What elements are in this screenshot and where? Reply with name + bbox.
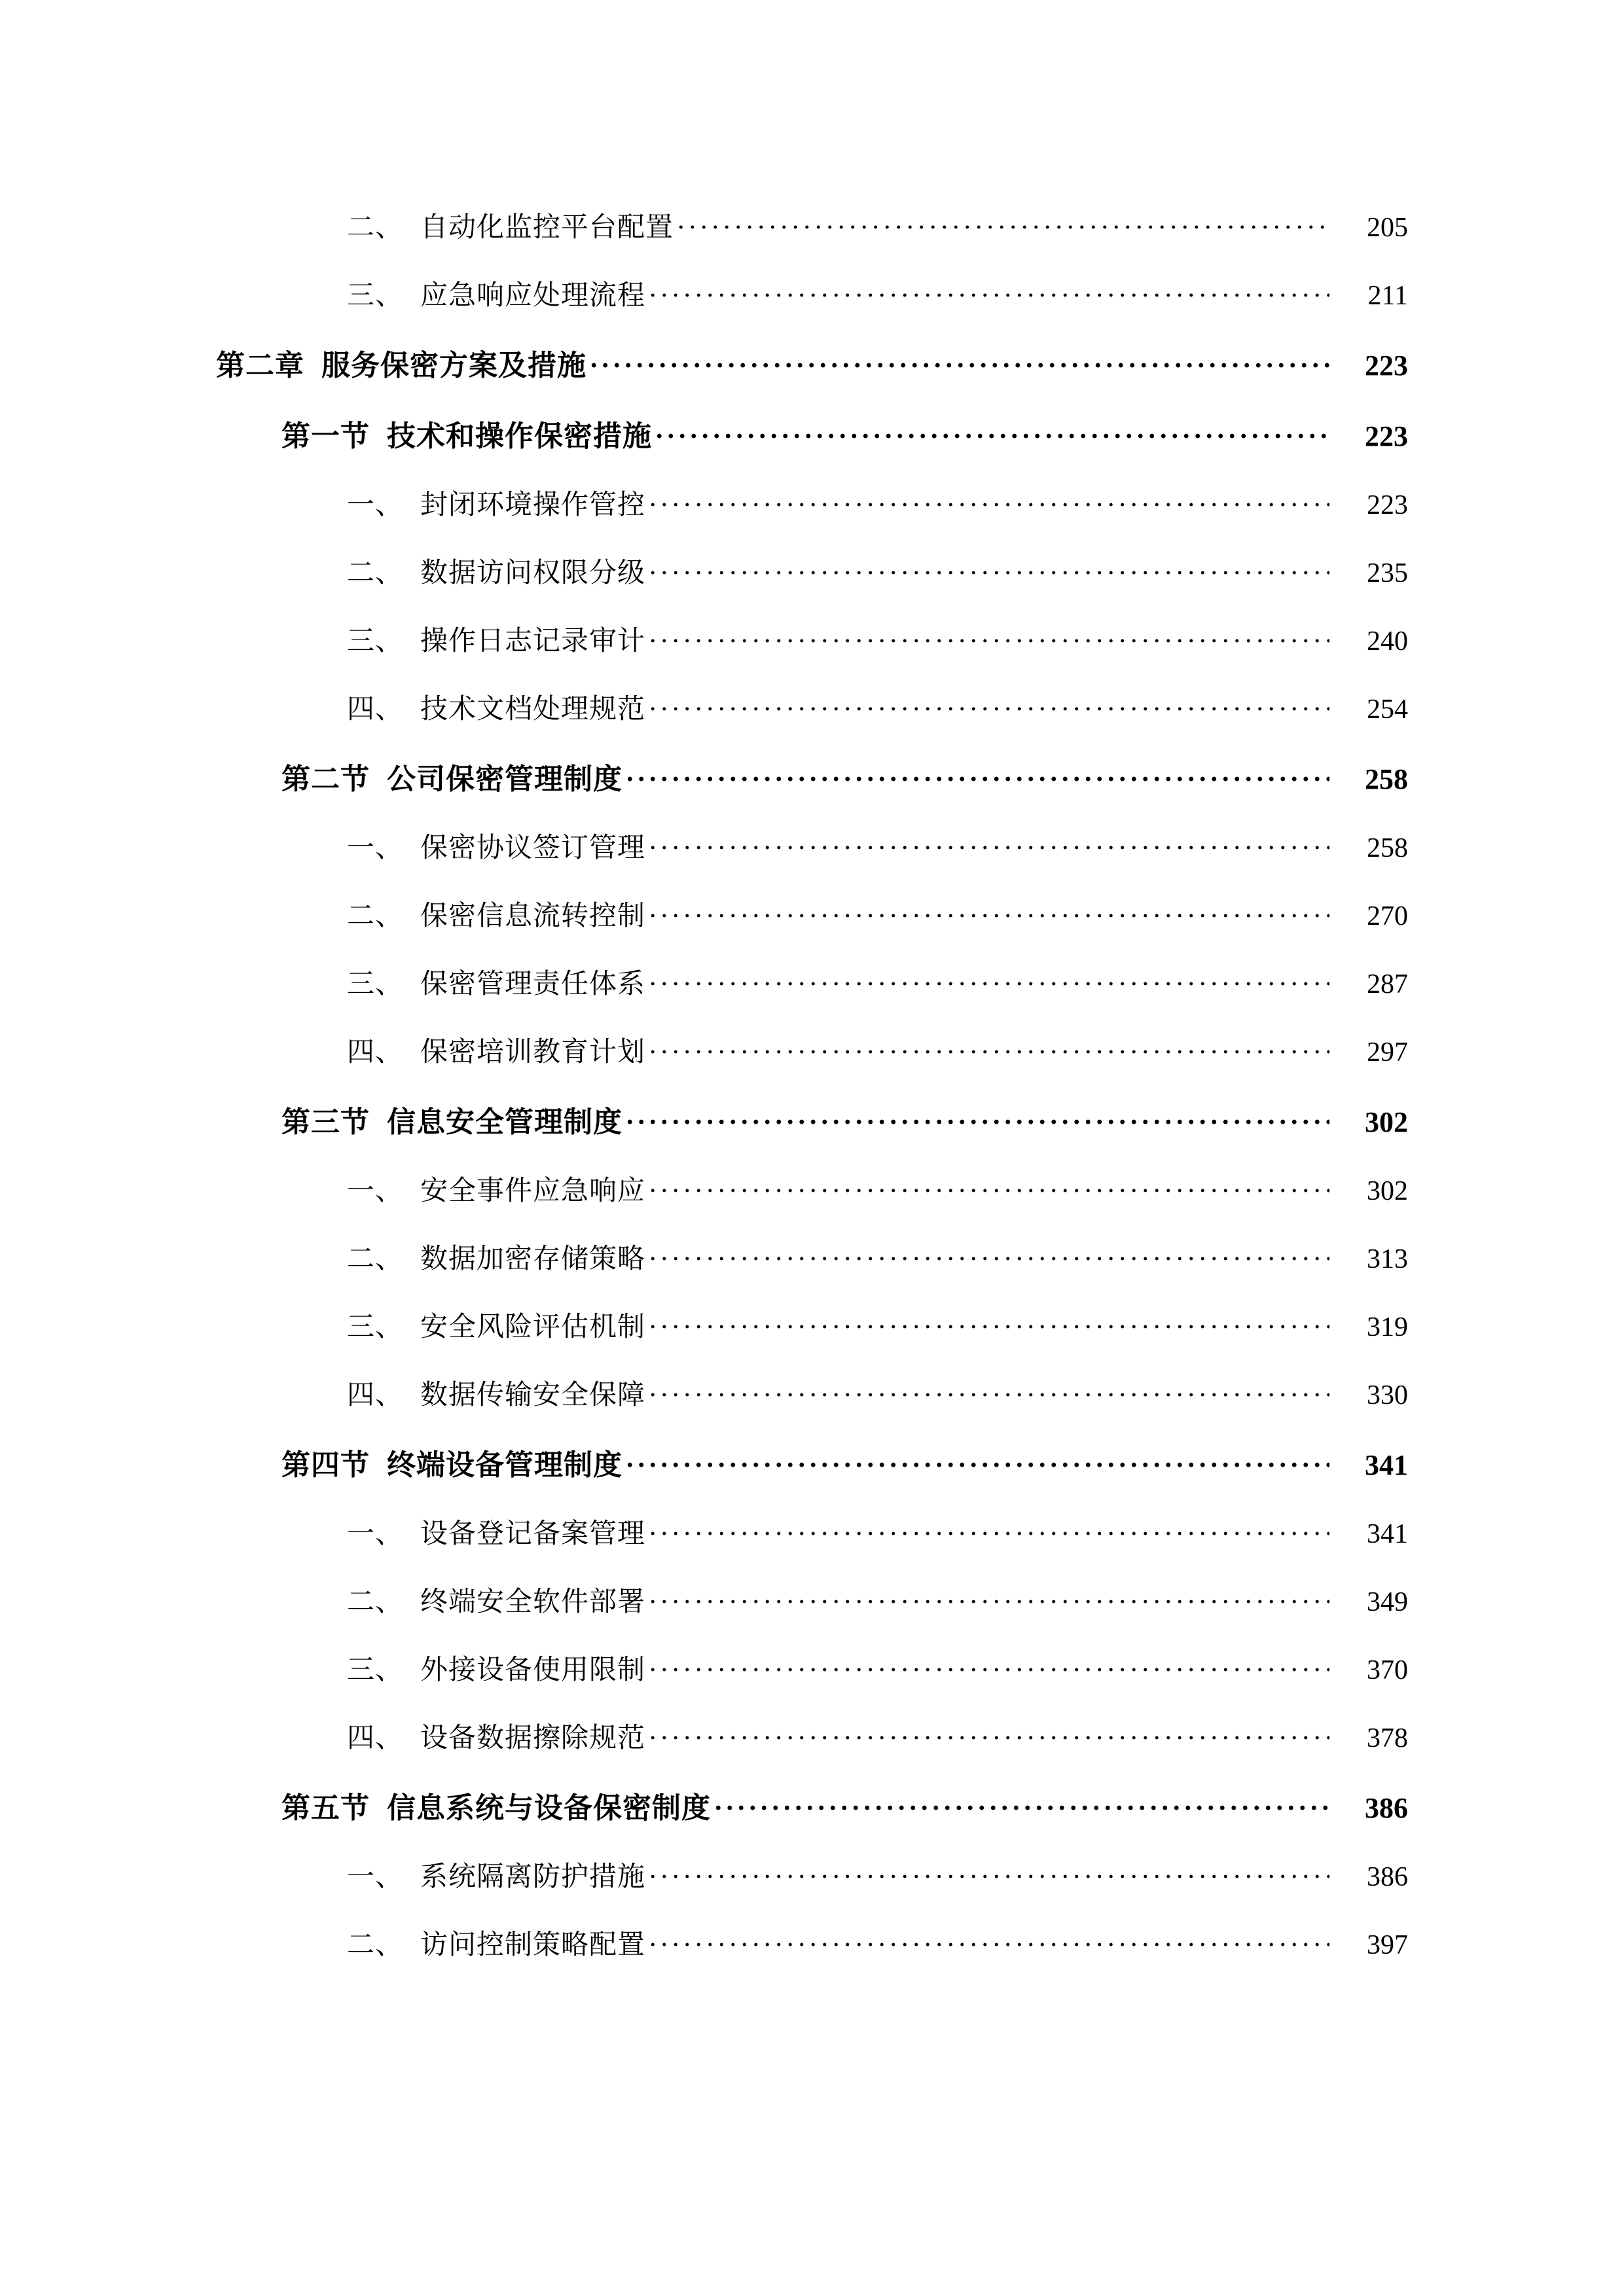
toc-entry-leader-dots [649, 1308, 1329, 1336]
toc-entry-number: 四、 [347, 694, 404, 725]
toc-entry-page-number: 341 [1367, 1519, 1408, 1549]
toc-entry-number: 二、 [347, 558, 404, 588]
toc-entry-title: 访问控制策略配置 [420, 1930, 646, 1960]
toc-entry-title: 安全事件应急响应 [420, 1176, 646, 1206]
toc-entry-page-number: 302 [1365, 1106, 1408, 1138]
toc-entry[interactable] [216, 1305, 1408, 1344]
toc-entry-title: 终端安全软件部署 [420, 1587, 646, 1617]
toc-entry-page-number: 313 [1367, 1244, 1408, 1274]
toc-entry-leader-dots [649, 1172, 1329, 1200]
toc-entry-title: 保密管理责任体系 [420, 969, 646, 999]
toc-entry[interactable] [216, 551, 1408, 590]
toc-entry-page-number: 258 [1367, 833, 1408, 863]
toc-entry-leader-dots [649, 486, 1329, 514]
toc-entry[interactable] [216, 1923, 1408, 1962]
toc-entry[interactable] [216, 894, 1408, 933]
toc-entry-leader-dots [649, 1719, 1329, 1747]
toc-entry-leader-dots [656, 417, 1329, 446]
toc-entry[interactable] [216, 1169, 1408, 1208]
toc-entry-leader-dots [649, 897, 1329, 925]
toc-entry-page-number: 223 [1365, 350, 1408, 382]
toc-entry-title: 技术和操作保密措施 [387, 420, 652, 452]
toc-entry-title: 保密培训教育计划 [420, 1037, 646, 1067]
toc-entry-number: 四、 [347, 1380, 404, 1410]
toc-entry-title: 公司保密管理制度 [387, 763, 623, 795]
toc-entry-number: 一、 [347, 1176, 404, 1206]
toc-entry-title: 系统隔离防护措施 [420, 1862, 646, 1892]
toc-entry-leader-dots [649, 1033, 1329, 1061]
table-of-contents [216, 206, 1408, 1962]
toc-entry-page-number: 349 [1367, 1587, 1408, 1617]
toc-entry-leader-dots [626, 1103, 1329, 1132]
toc-entry[interactable] [216, 1648, 1408, 1687]
toc-entry-page-number: 341 [1365, 1449, 1408, 1481]
toc-entry-leader-dots [649, 554, 1329, 582]
toc-entry-leader-dots [677, 209, 1329, 236]
toc-entry-number: 第一节 [281, 420, 370, 452]
toc-entry-title: 安全风险评估机制 [420, 1312, 646, 1342]
toc-entry-title: 应急响应处理流程 [420, 281, 646, 311]
toc-entry[interactable] [216, 1441, 1408, 1483]
toc-entry-number: 二、 [347, 901, 404, 931]
toc-entry-title: 服务保密方案及措施 [321, 350, 586, 382]
toc-entry[interactable] [216, 826, 1408, 865]
toc-entry-leader-dots [715, 1789, 1329, 1818]
toc-entry-title: 操作日志记录审计 [420, 626, 646, 656]
toc-entry-title: 信息系统与设备保密制度 [387, 1792, 711, 1824]
toc-entry-number: 一、 [347, 1519, 404, 1549]
toc-entry[interactable] [216, 1512, 1408, 1551]
toc-entry-title: 封闭环境操作管控 [420, 490, 646, 520]
toc-entry-page-number: 235 [1367, 558, 1408, 588]
toc-entry-leader-dots [649, 1926, 1329, 1954]
toc-entry-title: 信息安全管理制度 [387, 1106, 623, 1138]
toc-entry-page-number: 397 [1367, 1930, 1408, 1960]
toc-entry-number: 第二节 [281, 763, 370, 795]
toc-entry[interactable] [216, 1716, 1408, 1755]
toc-entry-number: 第四节 [281, 1449, 370, 1481]
toc-entry[interactable] [216, 1855, 1408, 1894]
toc-entry-title: 设备数据擦除规范 [420, 1723, 646, 1753]
toc-entry-number: 第三节 [281, 1106, 370, 1138]
toc-entry-page-number: 205 [1367, 213, 1408, 243]
toc-entry-title: 数据加密存储策略 [420, 1244, 646, 1274]
toc-entry-page-number: 319 [1367, 1312, 1408, 1342]
toc-entry-title: 技术文档处理规范 [420, 694, 646, 725]
toc-entry-leader-dots [649, 1515, 1329, 1543]
toc-entry[interactable] [216, 1030, 1408, 1069]
toc-entry-leader-dots [649, 691, 1329, 718]
toc-entry-page-number: 223 [1367, 490, 1408, 520]
toc-entry-number: 二、 [347, 213, 404, 243]
toc-entry-page-number: 240 [1367, 626, 1408, 656]
toc-entry-number: 第五节 [281, 1792, 370, 1824]
toc-entry[interactable] [216, 412, 1408, 454]
toc-entry-page-number: 386 [1365, 1792, 1408, 1824]
toc-entry[interactable] [216, 342, 1408, 384]
toc-entry-title: 数据访问权限分级 [420, 558, 646, 588]
toc-entry-number: 三、 [347, 281, 404, 311]
toc-entry-number: 三、 [347, 1312, 404, 1342]
toc-entry-leader-dots [649, 277, 1329, 304]
toc-entry[interactable] [216, 483, 1408, 522]
toc-entry[interactable] [216, 962, 1408, 1001]
toc-entry-page-number: 386 [1367, 1862, 1408, 1892]
toc-entry-title: 设备登记备案管理 [420, 1519, 646, 1549]
toc-entry-number: 三、 [347, 626, 404, 656]
toc-entry-number: 第二章 [216, 350, 304, 382]
toc-entry-title: 保密信息流转控制 [420, 901, 646, 931]
toc-entry-title: 外接设备使用限制 [420, 1655, 646, 1685]
toc-entry-page-number: 254 [1367, 694, 1408, 725]
toc-entry[interactable] [216, 1580, 1408, 1619]
toc-entry-number: 四、 [347, 1037, 404, 1067]
toc-entry[interactable] [216, 755, 1408, 797]
toc-entry-leader-dots [649, 1858, 1329, 1886]
toc-entry-title: 保密协议签订管理 [420, 833, 646, 863]
toc-entry[interactable] [216, 206, 1408, 245]
toc-entry-number: 二、 [347, 1930, 404, 1960]
toc-entry-number: 三、 [347, 1655, 404, 1685]
toc-entry[interactable] [216, 1373, 1408, 1412]
toc-entry-number: 三、 [347, 969, 404, 999]
toc-entry-leader-dots [649, 1376, 1329, 1404]
toc-entry-title: 自动化监控平台配置 [420, 213, 674, 243]
toc-entry[interactable] [216, 274, 1408, 313]
toc-entry-page-number: 258 [1365, 763, 1408, 795]
toc-entry-title: 数据传输安全保障 [420, 1380, 646, 1410]
toc-entry-leader-dots [626, 760, 1329, 789]
toc-entry-page-number: 287 [1367, 969, 1408, 999]
toc-entry-number: 一、 [347, 833, 404, 863]
toc-entry-page-number: 270 [1367, 901, 1408, 931]
toc-entry-number: 二、 [347, 1587, 404, 1617]
toc-entry[interactable] [216, 619, 1408, 658]
toc-entry-page-number: 297 [1367, 1037, 1408, 1067]
toc-entry-number: 二、 [347, 1244, 404, 1274]
toc-entry-number: 一、 [347, 490, 404, 520]
toc-entry-leader-dots [649, 622, 1329, 650]
toc-entry-leader-dots [649, 1651, 1329, 1679]
toc-entry-page-number: 370 [1367, 1655, 1408, 1685]
toc-entry-page-number: 302 [1367, 1176, 1408, 1206]
toc-entry[interactable] [216, 1784, 1408, 1826]
toc-entry[interactable] [216, 1237, 1408, 1276]
toc-entry-number: 一、 [347, 1862, 404, 1892]
toc-entry-leader-dots [649, 1240, 1329, 1268]
toc-entry-leader-dots [590, 346, 1329, 375]
toc-entry[interactable] [216, 687, 1408, 726]
toc-entry-page-number: 330 [1367, 1380, 1408, 1410]
toc-entry-leader-dots [649, 1583, 1329, 1611]
toc-entry[interactable] [216, 1098, 1408, 1140]
toc-entry-leader-dots [649, 829, 1329, 857]
toc-entry-leader-dots [626, 1446, 1329, 1475]
toc-entry-leader-dots [649, 965, 1329, 993]
toc-entry-page-number: 211 [1367, 281, 1408, 311]
toc-entry-title: 终端设备管理制度 [387, 1449, 623, 1481]
toc-entry-page-number: 378 [1367, 1723, 1408, 1753]
toc-entry-page-number: 223 [1365, 420, 1408, 452]
toc-entry-number: 四、 [347, 1723, 404, 1753]
